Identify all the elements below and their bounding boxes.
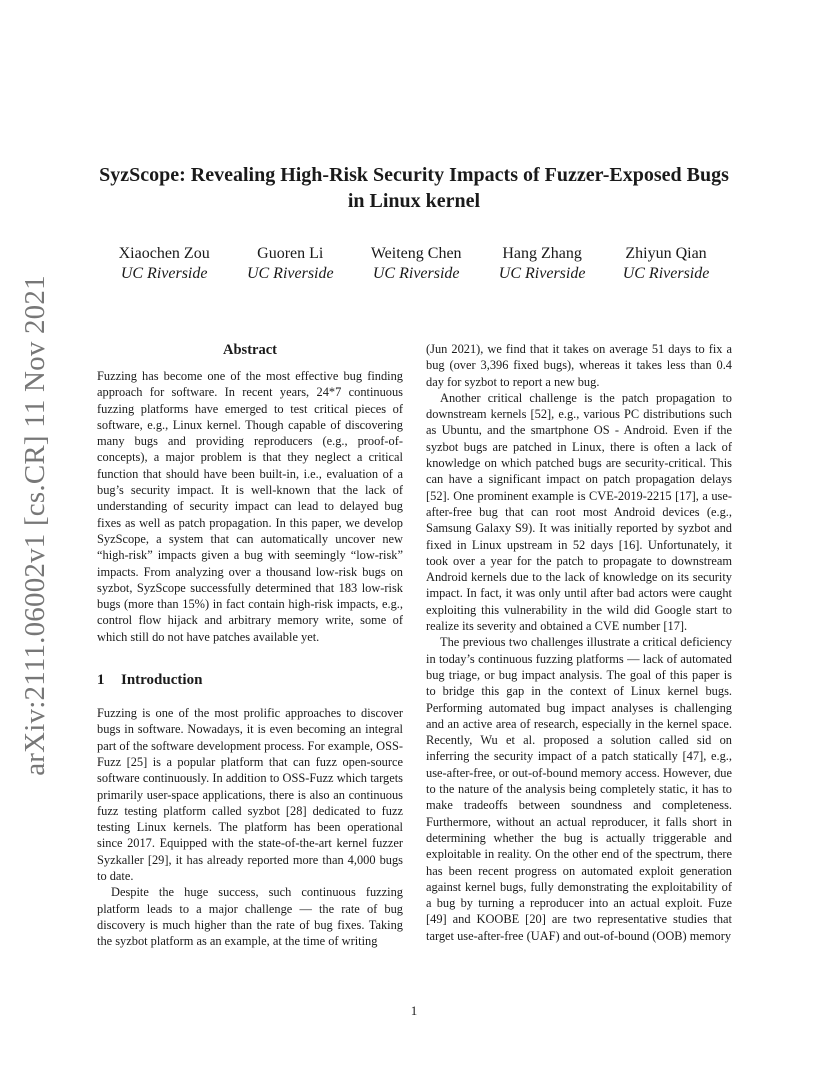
abstract-text: Fuzzing has become one of the most effective bug finding approach for software. In recent years, 24*7 continuous fuzzing platforms have emerged to test critical pieces of software, e.g., Linux kernel. Though capable of discovering many bugs and providing reproducers (e.g., proof-of-concepts), a major problem is that they neglect a critical function that should have been built-in, i.e., evaluation of a bug’s security impact. It is well-known that the lack of understanding of security impact can lead to delayed bug fixes as well as patch propagation. In this paper, we develop SyzScope, a system that can automatically uncover new “high-risk” impacts given a bug with seemingly “low-risk” impacts. From analyzing over a thousand low-risk bugs on syzbot, SyzScope successfully determined that 183 low-risk bugs (more than 15%) in fact contain high-risk impacts, e.g., control flow hijack and arbitrary memory write, some of which still do not have patches available yet.: [97, 369, 403, 644]
author-block: [119, 244, 210, 284]
page-number: 1: [410, 1003, 418, 1018]
paper-title: SyzScope: Revealing High-Risk Security Impacts of Fuzzer-Exposed Bugs in Linux kernel: [99, 164, 729, 212]
author-list: [100, 244, 728, 284]
author-block: [247, 244, 334, 284]
author-block: [623, 244, 710, 284]
intro-paragraph-2: Despite the huge success, such continuous fuzzing platform leads to a major challenge — the rate of bug discovery is much higher than the rate of bug fixes. Taking the syzbot platform as an example, at the time of writing: [97, 885, 403, 949]
right-column: [426, 341, 732, 944]
author-affiliation: UC Riverside: [246, 265, 334, 282]
section-title: Introduction: [121, 672, 203, 689]
author-name: Xiaochen Zou: [118, 245, 210, 262]
author-name: Weiteng Chen: [370, 245, 462, 262]
author-affiliation: UC Riverside: [120, 265, 208, 282]
arxiv-id-text: arXiv:2111.06002v1 [cs.CR] 11 Nov 2021: [18, 274, 51, 776]
author-affiliation: UC Riverside: [372, 265, 460, 282]
left-column: [97, 341, 403, 950]
section-number: 1: [97, 672, 105, 689]
intro-paragraph-1: Fuzzing is one of the most prolific approaches to discover bugs in software. Nowadays, it is even becoming an integral part of the software development process. For example, OSS-Fuzz [25] is a popular platform that can fuzz open-source software continuously. In addition to OSS-Fuzz which targets primarily user-space applications, there is also an continuous fuzz testing platform called syzbot [28] dedicated to fuzz testing Linux kernels. The platform has been operational since 2017. Equipped with the state-of-the-art kernel fuzzer Syzkaller [29], it has already reported more than 4,000 bugs to date.: [97, 706, 403, 884]
author-name: Hang Zhang: [502, 245, 582, 262]
author-affiliation: UC Riverside: [498, 265, 586, 282]
author-affiliation: UC Riverside: [622, 265, 710, 282]
section-heading: [97, 670, 403, 690]
author-block: [499, 244, 586, 284]
abstract-heading: Abstract: [223, 342, 277, 358]
intro-paragraph-4: The previous two challenges illustrate a critical deficiency in today’s continuous fuzzing platforms — lack of automated bug triage, or bug impact analysis. The goal of this paper is to bridge this gap in the context of Linux kernel bugs. Performing automated bug impact analyses is challenging and an active area of research, especially in the kernel space. Recently, Wu et al. proposed a solution called sid on inferring the security impact of a patch statically [47], e.g., use-after-free, or out-of-bound memory access. However, due to the nature of the analysis being completely static, it has to make tradeoffs between soundness and completeness. Furthermore, without an actual reproducer, it falls short in determining whether the bug is actually triggerable and exploitable in reality. On the other end of the spectrum, there has been recent progress on automated exploit generation against kernel bugs, fully demonstrating the exploitability of a bug by turning a reproducer into an actual exploit. Fuze [49] and KOOBE [20] are two representative studies that target use-after-free (UAF) and out-of-bound (OOB) memory: [426, 635, 732, 943]
intro-paragraph-2-continued: (Jun 2021), we find that it takes on average 51 days to fix a bug (over 3,396 fixed bugs), whereas it takes less than 0.4 day for syzbot to report a new bug.: [426, 342, 732, 389]
author-block: [371, 244, 462, 284]
arxiv-identifier: [10, 274, 60, 776]
author-name: Zhiyun Qian: [625, 245, 707, 262]
intro-paragraph-3: Another critical challenge is the patch propagation to downstream kernels [52], e.g., various PC distributions such as Ubuntu, and the smartphone OS - Android. Even if the syzbot bugs are patched in Linux, there is often a lack of knowledge on which patched bugs are security-critical. This can have a significant impact on patch propagation delays [52]. One prominent example is CVE-2019-2215 [17], a use-after-free bug that can root most Android devices (e.g., Samsung Galaxy S9). It was initially reported by syzbot and fixed in Linux upstream in 52 days [16]. Unfortunately, it took over a year for the patch to propagate to downstream Android kernels due to the lack of knowledge on its security impact. In fact, it was only until after bad actors were caught exploiting this vulnerability in the wild did Google start to realize its severity and obtained a CVE number [17].: [426, 390, 732, 634]
author-name: Guoren Li: [257, 245, 324, 262]
